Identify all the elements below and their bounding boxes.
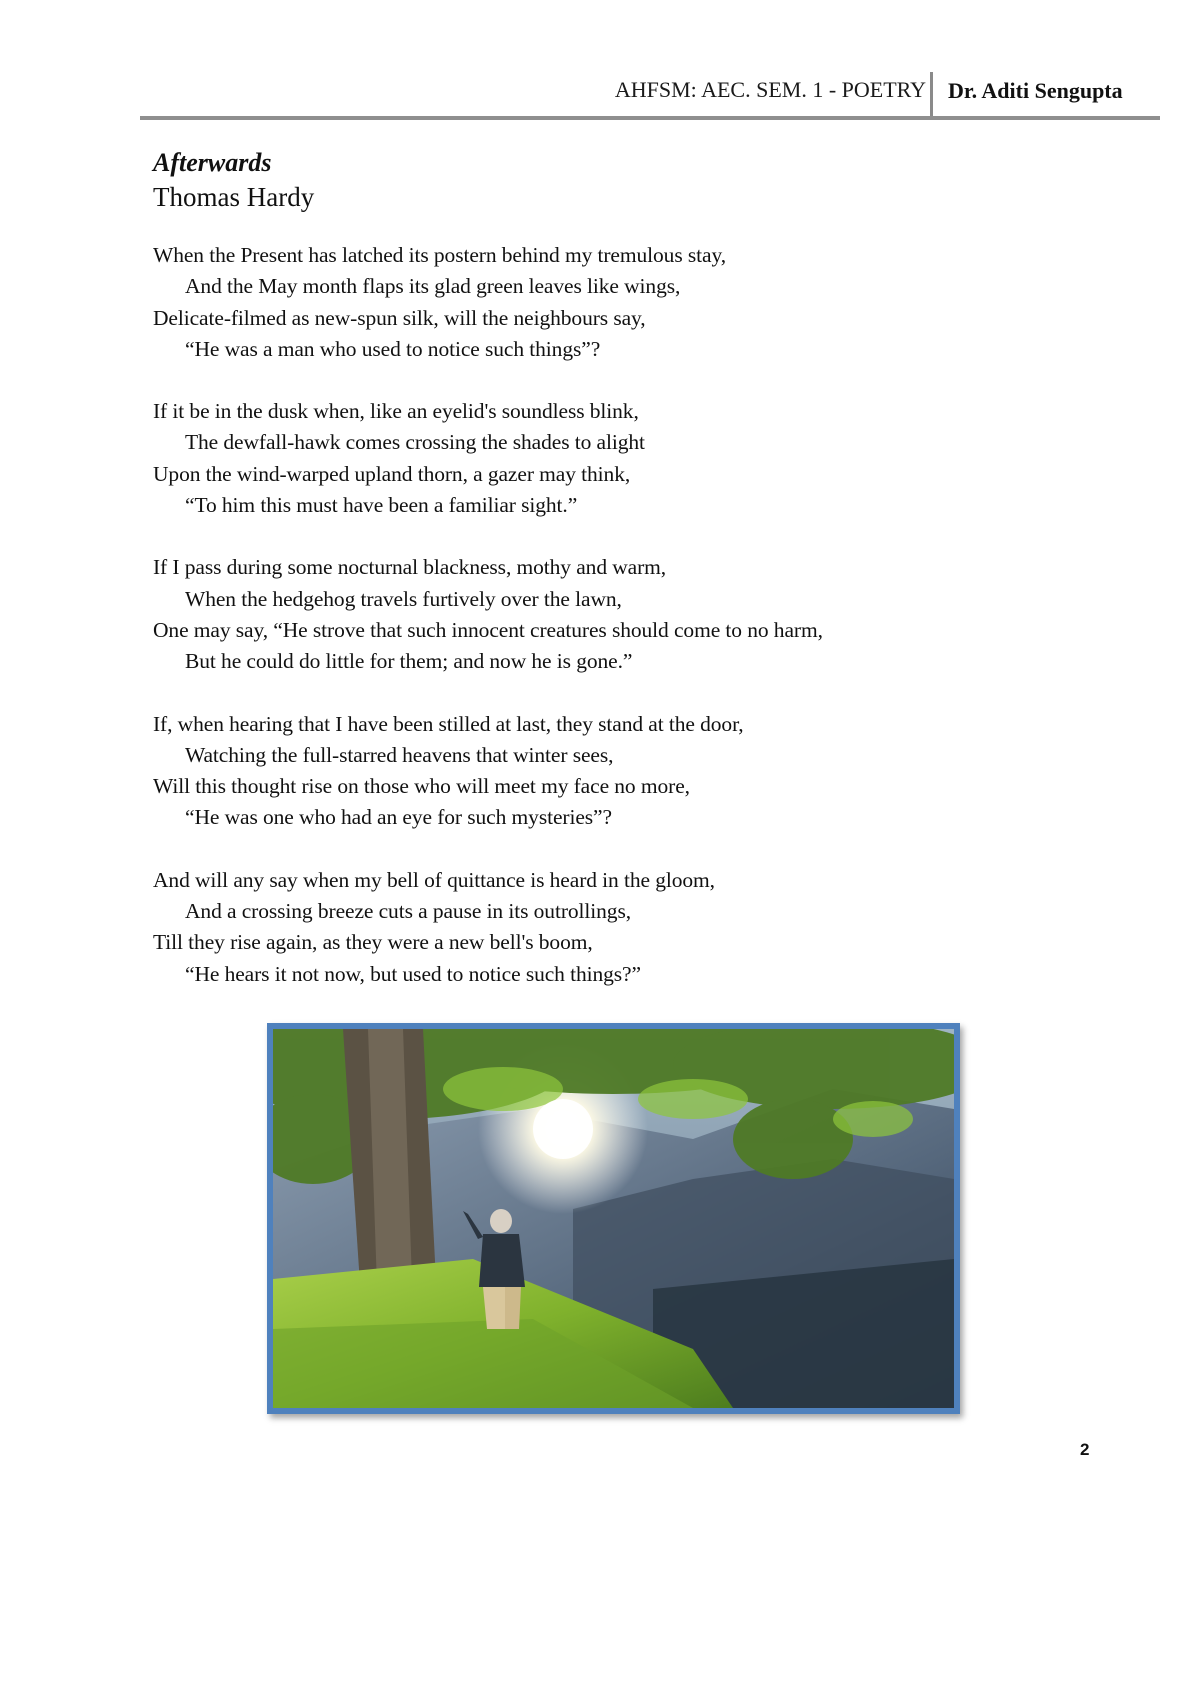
stanza-5 [153, 865, 1113, 990]
poem-line: Upon the wind-warped upland thorn, a gazer may think, [153, 461, 631, 486]
stanza-3 [153, 552, 1113, 677]
poem-line: Will this thought rise on those who will meet my face no more, [153, 774, 690, 799]
header-author-name: Dr. Aditi Sengupta [948, 78, 1123, 103]
poem-line: And the May month flaps its glad green leaves like wings, [185, 274, 681, 299]
poem-line: Watching the full-starred heavens that winter sees, [185, 742, 614, 767]
poem-line: And will any say when my bell of quittance is heard in the gloom, [153, 867, 715, 892]
stanza-4 [153, 709, 1113, 834]
page-header [140, 72, 1160, 120]
poem-line: The dewfall-hawk comes crossing the shades to alight [185, 430, 645, 455]
landscape-photo [267, 1023, 960, 1414]
poem-line: Delicate-filmed as new-spun silk, will the neighbours say, [153, 305, 646, 330]
page-number: 2 [1080, 1440, 1090, 1459]
poem-line: “He was one who had an eye for such mysteries”? [185, 805, 612, 830]
header-course-title: AHFSM: AEC. SEM. 1 - POETRY [614, 77, 926, 102]
header-divider [930, 72, 933, 118]
poem-line: And a crossing breeze cuts a pause in its outrollings, [185, 899, 631, 924]
poem-body [153, 240, 1113, 1021]
poem-line: “To him this must have been a familiar sight.” [185, 493, 578, 518]
poem-line: But he could do little for them; and now he is gone.” [185, 649, 633, 674]
landscape-photo-icon [273, 1029, 954, 1408]
poem-line: One may say, “He strove that such innocent creatures should come to no harm, [153, 617, 823, 642]
poem-line: If it be in the dusk when, like an eyelid's soundless blink, [153, 399, 639, 424]
poem-line: If I pass during some nocturnal blackness, mothy and warm, [153, 555, 667, 580]
poem-line: “He hears it not now, but used to notice such things?” [185, 961, 641, 986]
poem-line: When the hedgehog travels furtively over the lawn, [185, 586, 622, 611]
poem-line: If, when hearing that I have been stilled at last, they stand at the door, [153, 711, 744, 736]
poem-line: “He was a man who used to notice such things”? [185, 336, 601, 361]
poem-title: Afterwards [153, 148, 272, 177]
poem-author: Thomas Hardy [153, 182, 315, 212]
poem-line: When the Present has latched its postern behind my tremulous stay, [153, 243, 726, 267]
header-rule [140, 116, 1160, 120]
stanza-1 [153, 240, 1113, 365]
poem-line: Till they rise again, as they were a new bell's boom, [153, 930, 593, 955]
stanza-2 [153, 396, 1113, 521]
